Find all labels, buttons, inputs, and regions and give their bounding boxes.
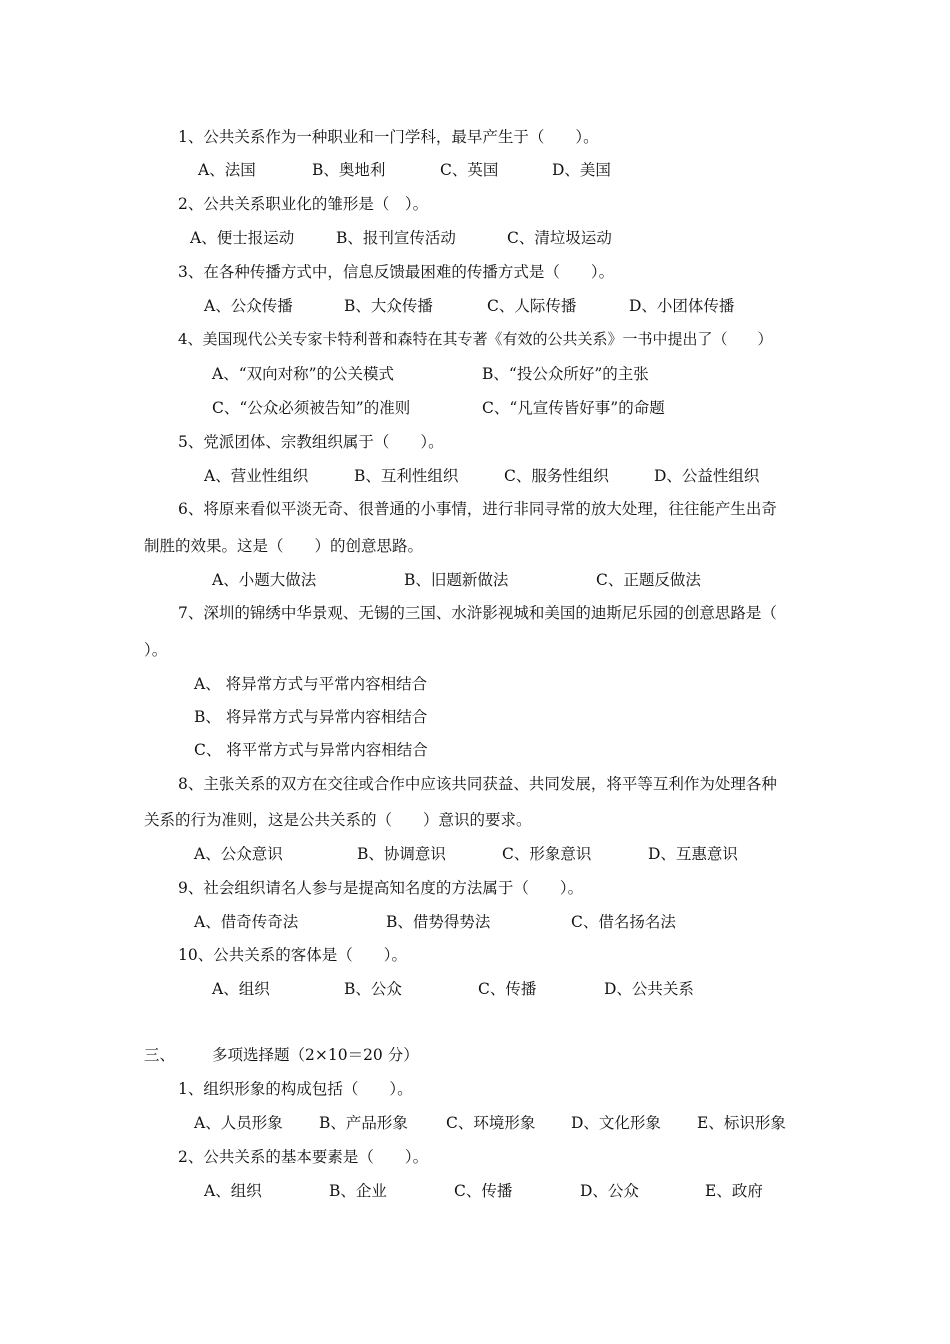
q8-option-b: B、协调意识 (357, 845, 446, 863)
question-8-stem-line-2: 关系的行为准则，这是公共关系的（ ）意识的要求。 (144, 811, 532, 829)
q3-option-c: C、人际传播 (487, 297, 577, 315)
q1-option-b: B、奥地利 (312, 161, 386, 179)
q9-option-c: C、借名扬名法 (571, 913, 676, 931)
q2-option-b: B、报刊宣传活动 (336, 229, 456, 247)
m1-option-a: A、人员形象 (194, 1114, 283, 1132)
question-5-stem: 5、党派团体、宗教组织属于（ ）。 (178, 433, 444, 451)
q3-option-a: A、公众传播 (204, 297, 293, 315)
q5-option-a: A、营业性组织 (204, 467, 309, 485)
q2-option-c: C、清垃圾运动 (507, 229, 612, 247)
q7-option-a: A、 将异常方式与平常内容相结合 (194, 675, 428, 693)
multi-question-2-stem: 2、公共关系的基本要素是（ ）。 (178, 1148, 429, 1166)
q3-option-d: D、小团体传播 (629, 297, 735, 315)
q10-option-b: B、公众 (344, 980, 402, 998)
q4-option-c1: C、“公众必须被告知”的准则 (212, 399, 411, 417)
question-8-stem-line-1: 8、主张关系的双方在交往或合作中应该共同获益、共同发展，将平等互利作为处理各种 (178, 775, 777, 793)
question-4-stem: 4、美国现代公关专家卡特利普和森特在其专著《有效的公共关系》一书中提出了（ ） (178, 330, 773, 348)
multi-question-1-stem: 1、组织形象的构成包括（ ）。 (178, 1080, 413, 1098)
section-number: 三、 (144, 1046, 176, 1064)
q1-option-c: C、英国 (440, 161, 499, 179)
m1-option-b: B、产品形象 (319, 1114, 408, 1132)
q6-option-c: C、正题反做法 (596, 571, 701, 589)
q10-option-d: D、公共关系 (604, 980, 694, 998)
q5-option-d: D、公益性组织 (654, 467, 760, 485)
question-6-stem-line-2: 制胜的效果。这是（ ）的创意思路。 (144, 537, 424, 555)
q10-option-c: C、传播 (478, 980, 537, 998)
m2-option-c: C、传播 (454, 1182, 513, 1200)
m1-option-e: E、标识形象 (697, 1114, 786, 1132)
question-3-stem: 3、在各种传播方式中，信息反馈最困难的传播方式是（ ）。 (178, 263, 615, 281)
m1-option-d: D、文化形象 (571, 1114, 661, 1132)
section-title: 多项选择题（2×10＝20 分） (212, 1046, 419, 1064)
q3-option-b: B、大众传播 (344, 297, 433, 315)
q9-option-a: A、借奇传奇法 (194, 913, 299, 931)
q4-option-a: A、“双向对称”的公关模式 (212, 365, 395, 383)
question-7-stem-line-1: 7、深圳的锦绣中华景观、无锡的三国、水浒影视城和美国的迪斯尼乐园的创意思路是（ (178, 604, 777, 622)
q7-option-b: B、 将异常方式与异常内容相结合 (194, 708, 428, 726)
question-10-stem: 10、公共关系的客体是（ ）。 (178, 946, 407, 964)
q6-option-a: A、小题大做法 (212, 571, 317, 589)
question-2-stem: 2、公共关系职业化的雏形是（ ）。 (178, 195, 429, 213)
q5-option-b: B、互利性组织 (354, 467, 459, 485)
q4-option-b: B、“投公众所好”的主张 (482, 365, 649, 383)
question-7-stem-line-2: ）。 (144, 641, 168, 659)
m2-option-d: D、公众 (580, 1182, 639, 1200)
q1-option-d: D、美国 (552, 161, 611, 179)
q7-option-c: C、 将平常方式与异常内容相结合 (194, 741, 428, 759)
question-1-stem: 1、公共关系作为一种职业和一门学科，最早产生于（ ）。 (178, 128, 599, 146)
q8-option-d: D、互惠意识 (648, 845, 738, 863)
q6-option-b: B、旧题新做法 (404, 571, 509, 589)
m2-option-e: E、政府 (705, 1182, 763, 1200)
q1-option-a: A、法国 (198, 161, 256, 179)
question-6-stem-line-1: 6、将原来看似平淡无奇、很普通的小事情，进行非同寻常的放大处理，往往能产生出奇 (178, 500, 777, 518)
q10-option-a: A、组织 (212, 980, 270, 998)
q8-option-c: C、形象意识 (502, 845, 592, 863)
q4-option-c2: C、“凡宣传皆好事”的命题 (482, 399, 665, 417)
m1-option-c: C、环境形象 (446, 1114, 536, 1132)
q2-option-a: A、便士报运动 (190, 229, 295, 247)
q9-option-b: B、借势得势法 (386, 913, 491, 931)
m2-option-b: B、企业 (329, 1182, 387, 1200)
q8-option-a: A、公众意识 (194, 845, 283, 863)
q5-option-c: C、服务性组织 (504, 467, 609, 485)
m2-option-a: A、组织 (204, 1182, 262, 1200)
question-9-stem: 9、社会组织请名人参与是提高知名度的方法属于（ ）。 (178, 879, 584, 897)
